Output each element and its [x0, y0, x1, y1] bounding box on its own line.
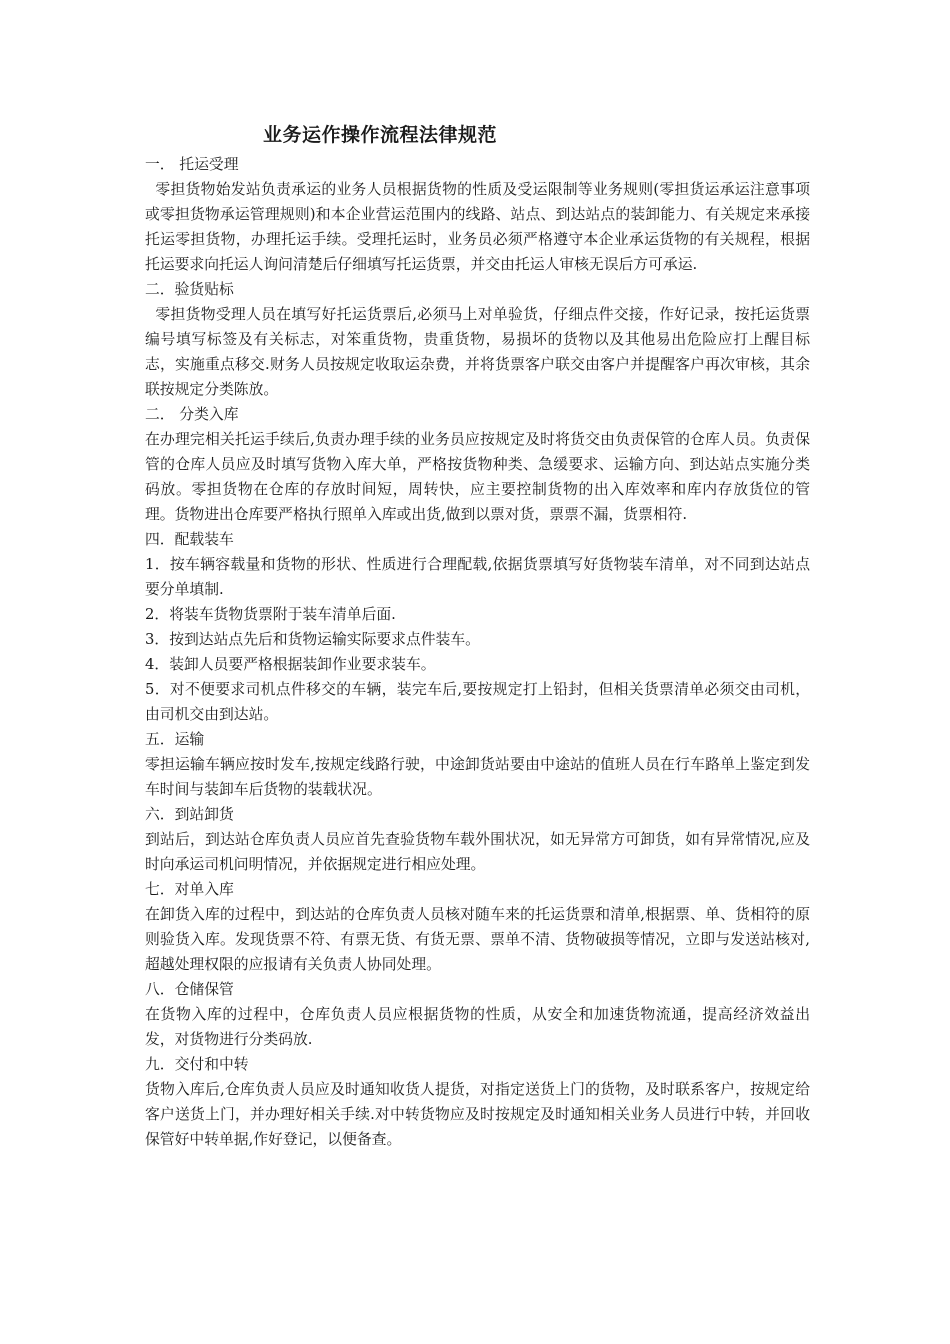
section-9-delivery-transfer — [145, 1052, 810, 1152]
list-item: 4．装卸人员要严格根据装卸作业要求装车。 — [145, 656, 436, 673]
list-item: 3．按到达站点先后和货物运输实际要求点件装车。 — [145, 631, 480, 648]
list-item: 5．对不便要求司机点件移交的车辆，装完车后,要按规定打上铅封，但相关货票清单必须交由司机，由司机交由到达站。 — [145, 681, 810, 723]
section-paragraph: 零担运输车辆应按时发车,按规定线路行驶，中途卸货站要由中途站的值班人员在行车路单上鉴定到发车时间与装卸车后货物的装载状况。 — [145, 756, 810, 798]
section-paragraph: 零担货物始发站负责承运的业务人员根据货物的性质及受运限制等业务规则(零担货运承运注意事项或零担货物承运管理规则)和本企业营运范围内的线路、站点、到达站点的装卸能力、有关规定来承接托运零担货物，办理托运手续。受理托运时，业务员必须严格遵守本企业承运货物的有关规程，根据托运要求向托运人询问清楚后仔细填写托运货票，并交由托运人审核无误后方可承运. — [145, 181, 810, 273]
section-heading: 二． 分类入库 — [145, 406, 239, 423]
section-paragraph: 到站后，到达站仓库负责人员应首先查验货物车载外围状况，如无异常方可卸货，如有异常情况,应及时向承运司机问明情况，并依据规定进行相应处理。 — [145, 831, 810, 873]
section-1-consignment — [145, 152, 810, 277]
section-paragraph: 货物入库后,仓库负责人员应及时通知收货人提货，对指定送货上门的货物，及时联系客户，按规定给客户送货上门，并办理好相关手续.对中转货物应及时按规定及时通知相关业务人员进行中转，并回收保管好中转单据,作好登记，以便备查。 — [145, 1081, 810, 1148]
section-2-inspection-labeling — [145, 277, 810, 402]
section-heading: 二．验货贴标 — [145, 281, 234, 298]
list-item: 2．将装车货物货票附于装车清单后面. — [145, 606, 396, 623]
section-heading: 五．运输 — [145, 731, 205, 748]
section-heading: 六．到站卸货 — [145, 806, 234, 823]
section-4-loading — [145, 527, 810, 727]
section-8-storage — [145, 977, 810, 1052]
list-item: 1．按车辆容载量和货物的形状、性质进行合理配载,依据货票填写好货物装车清单，对不同到达站点要分单填制. — [145, 556, 810, 598]
section-3-warehousing — [145, 402, 810, 527]
section-7-checking-in — [145, 877, 810, 977]
section-paragraph: 零担货物受理人员在填写好托运货票后,必须马上对单验货，仔细点件交接，作好记录，按托运货票编号填写标签及有关标志，对笨重货物，贵重货物，易损坏的货物以及其他易出危险应打上醒目标志，实施重点移交.财务人员按规定收取运杂费，并将货票客户联交由客户并提醒客户再次审核，其余联按规定分类陈放。 — [145, 306, 810, 398]
document-page — [145, 118, 810, 1152]
section-paragraph: 在办理完相关托运手续后,负责办理手续的业务员应按规定及时将货交由负责保管的仓库人员。负责保管的仓库人员应及时填写货物入库大单，严格按货物种类、急缓要求、运输方向、到达站点实施分类码放。零担货物在仓库的存放时间短，周转快，应主要控制货物的出入库效率和库内存放货位的管理。货物进出仓库要严格执行照单入库或出货,做到以票对货，票票不漏，货票相符. — [145, 431, 810, 523]
section-heading: 九．交付和中转 — [145, 1056, 249, 1073]
section-heading: 八．仓储保管 — [145, 981, 234, 998]
section-6-unloading — [145, 802, 810, 877]
section-heading: 一． 托运受理 — [145, 156, 239, 173]
section-paragraph: 在卸货入库的过程中，到达站的仓库负责人员核对随车来的托运货票和清单,根据票、单、货相符的原则验货入库。发现货票不符、有票无货、有货无票、票单不清、货物破损等情况，立即与发送站核对,超越处理权限的应报请有关负责人协同处理。 — [145, 906, 810, 973]
section-heading: 七．对单入库 — [145, 881, 234, 898]
section-heading: 四．配载装车 — [145, 531, 234, 548]
section-5-transport — [145, 727, 810, 802]
document-title: 业务运作操作流程法律规范 — [263, 124, 498, 146]
section-paragraph: 在货物入库的过程中，仓库负责人员应根据货物的性质，从安全和加速货物流通，提高经济效益出发，对货物进行分类码放. — [145, 1006, 810, 1048]
